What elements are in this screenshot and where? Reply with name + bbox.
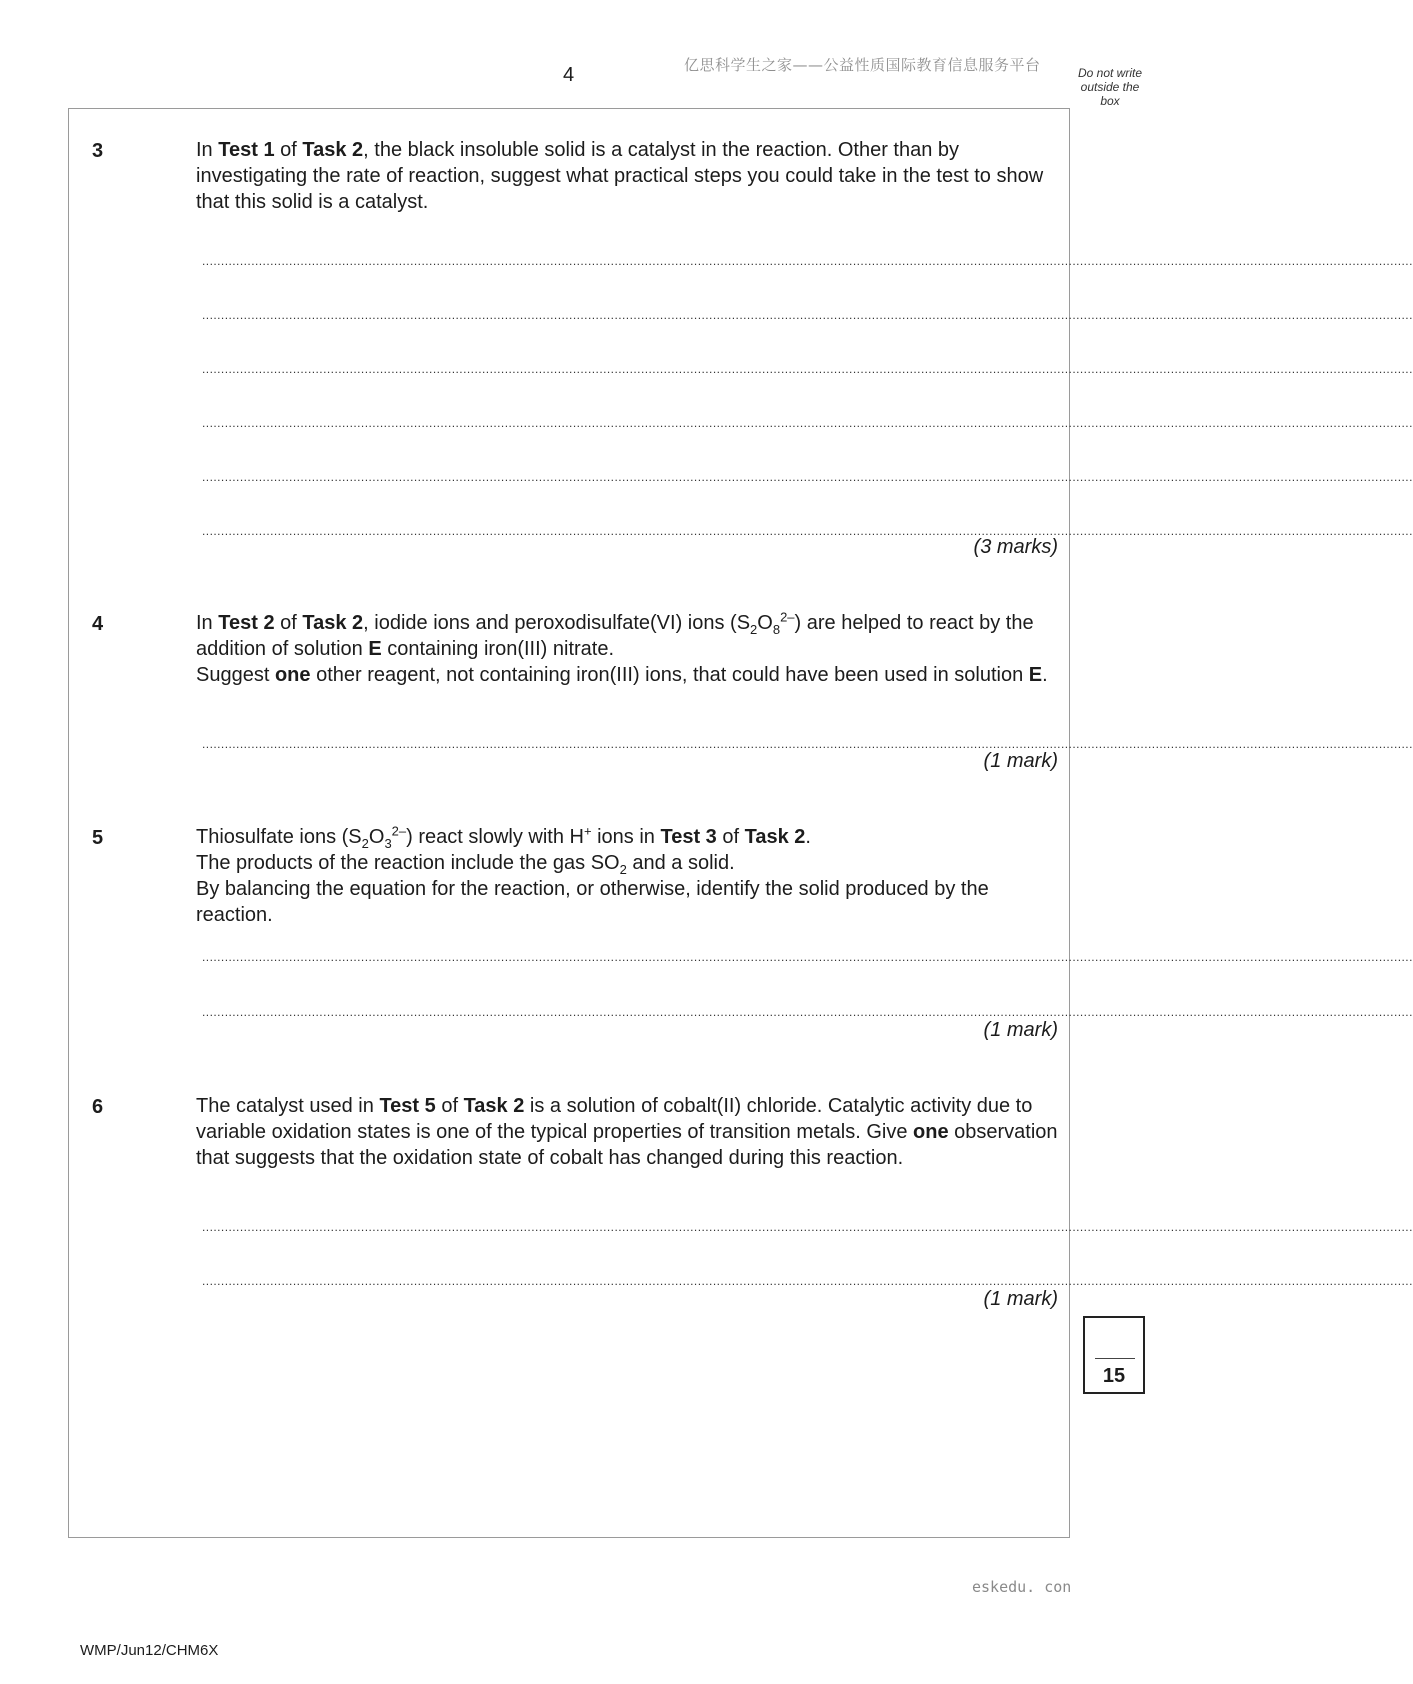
answer-line[interactable]: ................................................................................................................................................................................................................................................................................................................................: [202, 1005, 1413, 1019]
answer-line[interactable]: ................................................................................................................................................................................................................................................................................................................................: [202, 524, 1413, 538]
question-number: 3: [92, 140, 104, 162]
text-run: E: [1028, 664, 1043, 686]
text-run: .: [1042, 664, 1048, 686]
question-paragraph: [196, 137, 1058, 215]
text-run: +: [583, 823, 592, 839]
text-run: In: [196, 139, 219, 161]
text-run: Test 3: [660, 826, 717, 848]
text-run: Thiosulfate ions (S: [196, 826, 362, 848]
text-run: of: [435, 1095, 464, 1117]
question-text: [196, 1093, 1058, 1171]
text-run: 2: [361, 836, 369, 851]
margin-instruction-line: outside the: [1080, 80, 1140, 94]
score-divider: [1095, 1358, 1135, 1359]
text-run: of: [274, 612, 303, 634]
paper-code: WMP/Jun12/CHM6X: [80, 1642, 219, 1659]
text-run: Test 5: [379, 1095, 436, 1117]
text-run: 2: [619, 862, 627, 877]
text-run: Test 2: [218, 612, 275, 634]
margin-instruction-line: box: [1100, 94, 1120, 108]
text-run: The products of the reaction include the gas SO: [196, 852, 620, 874]
question-paragraph: [196, 610, 1058, 662]
margin-instruction: [1072, 66, 1148, 108]
answer-line[interactable]: ................................................................................................................................................................................................................................................................................................................................: [202, 737, 1413, 751]
question-text: [196, 137, 1058, 215]
answer-line[interactable]: ................................................................................................................................................................................................................................................................................................................................: [202, 308, 1413, 322]
question-number: 6: [92, 1096, 104, 1118]
question-text: [196, 610, 1058, 688]
text-run: of: [274, 139, 303, 161]
answer-line[interactable]: ................................................................................................................................................................................................................................................................................................................................: [202, 950, 1413, 964]
question-paragraph: [196, 1093, 1058, 1171]
score-total: 15: [1102, 1365, 1126, 1387]
text-run: other reagent, not containing iron(III) ions, that could have been used in solution: [310, 664, 1029, 686]
score-box: [1083, 1316, 1145, 1394]
text-run: 2–: [391, 823, 407, 839]
text-run: 3: [384, 836, 392, 851]
text-run: By balancing the equation for the reaction, or otherwise, identify the solid produced by the reaction.: [196, 878, 989, 926]
answer-line[interactable]: ................................................................................................................................................................................................................................................................................................................................: [202, 1220, 1413, 1234]
question-paragraph: [196, 824, 1058, 850]
answer-line[interactable]: ................................................................................................................................................................................................................................................................................................................................: [202, 470, 1413, 484]
text-run: containing iron(III) nitrate.: [381, 638, 615, 660]
text-run: O: [757, 612, 773, 634]
marks-label: (1 mark): [983, 1288, 1058, 1310]
text-run: and a solid.: [626, 852, 735, 874]
text-run: of: [716, 826, 745, 848]
answer-line[interactable]: ................................................................................................................................................................................................................................................................................................................................: [202, 1274, 1413, 1288]
text-run: Task 2: [302, 139, 364, 161]
text-run: E: [368, 638, 382, 660]
text-run: , iodide ions and peroxodisulfate(VI) ions (S: [363, 612, 751, 634]
marks-label: (1 mark): [983, 1019, 1058, 1041]
question-paragraph: [196, 876, 1058, 928]
header-watermark: 亿思科学生之家——公益性质国际教育信息服务平台: [684, 56, 1041, 74]
text-run: O: [368, 826, 385, 848]
text-run: one: [913, 1121, 949, 1143]
text-run: ions in: [591, 826, 661, 848]
page-number: 4: [563, 64, 575, 86]
text-run: , the black insoluble solid is a catalyst in the reaction. Other than by investigating the rate of reaction, suggest what practical steps you could take in the test to show that this solid is a catalyst.: [196, 139, 1044, 213]
question-number: 4: [92, 613, 104, 635]
text-run: ) react slowly with H: [406, 826, 584, 848]
question-text: [196, 824, 1058, 928]
text-run: one: [274, 664, 311, 686]
marks-label: (1 mark): [983, 750, 1058, 772]
text-run: Task 2: [302, 612, 364, 634]
text-run: The catalyst used in: [196, 1095, 380, 1117]
question-paragraph: [196, 850, 1058, 876]
question-number: 5: [92, 827, 104, 849]
text-run: 2–: [780, 609, 795, 625]
footer-watermark: eskedu. con: [972, 1578, 1072, 1596]
text-run: 8: [772, 622, 781, 637]
answer-line[interactable]: ................................................................................................................................................................................................................................................................................................................................: [202, 416, 1413, 430]
text-run: Suggest: [196, 664, 275, 686]
text-run: Test 1: [218, 139, 275, 161]
text-run: is a solution of cobalt(II) chloride. Catalytic activity due to variable oxidation states is one of the typical properties of transition metals. Give: [196, 1095, 1033, 1143]
text-run: observation that suggests that the oxidation state of cobalt has changed during this reaction.: [196, 1121, 1058, 1169]
answer-line[interactable]: ................................................................................................................................................................................................................................................................................................................................: [202, 254, 1413, 268]
text-run: In: [196, 612, 219, 634]
text-run: Task 2: [463, 1095, 525, 1117]
text-run: 2: [750, 622, 758, 637]
text-run: .: [805, 826, 811, 848]
margin-instruction-line: Do not write: [1077, 66, 1143, 80]
text-run: Task 2: [744, 826, 806, 848]
text-run: ) are helped to react by the addition of solution: [196, 612, 1034, 660]
marks-label: (3 marks): [973, 536, 1058, 558]
answer-line[interactable]: ................................................................................................................................................................................................................................................................................................................................: [202, 362, 1413, 376]
question-paragraph: [196, 662, 1058, 688]
